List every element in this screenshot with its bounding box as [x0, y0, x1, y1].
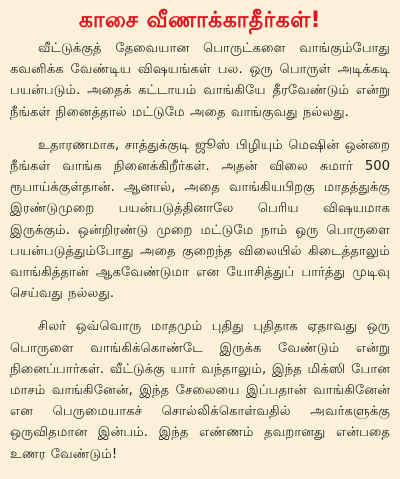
paragraph-2: உதாரணமாக, சாத்துக்குடி ஜூஸ் பிழியும் மெஷின் ஒன்றை நீங்கள் வாங்க நினைக்கிறீர்கள். அதன் விலை சுமார் 500 ரூபாய்க்குள்தான். ஆனால், அதை வாங்கியபிறகு மாதத்துக்கு இரண்டுமுறை பயன்படுத்தினாலே பெரிய விஷயமாக இருக்கும். ஒன்றிரண்டு முறை மட்டுமே நாம் ஒரு பொருளை பயன்படுத்தும்போது அதை குறைந்த விலையில் கிடைத்தாலும் வாங்கித்தான் ஆகவேண்டுமா என யோசித்துப் பார்த்து முடிவு செய்வது நல்லது.: [10, 137, 390, 302]
paragraph-1: வீட்டுக்குத் தேவையான பொருட்களை வாங்கும்போது கவனிக்க வேண்டிய விஷயங்கள் பல. ஒரு பொருள் அடிக்கடி பயன்படும். அதைக் கட்டாயம் வாங்கியே தீரவேண்டும் என்று நீங்கள் நினைத்தால் மட்டுமே அதை வாங்குவது நல்லது.: [10, 41, 390, 120]
paragraph-3: சிலர் ஒவ்வொரு மாதமும் புதிது புதிதாக ஏதாவது ஒரு பொருளை வாங்கிக்கொண்டே இருக்க வேண்டும் என்று நினைப்பார்கள். வீட்டுக்கு யார் வந்தாலும், இந்த மிக்ஸி போன மாசம் வாங்கினேன், இந்த சேலையை இப்பதான் வாங்கினேன் என பெருமையாகச் சொல்லிக்கொள்வதில் அவர்களுக்கு ஒருவிதமான இன்பம். இந்த எண்ணம் தவறானது என்பதை உணர வேண்டும்!: [10, 319, 390, 462]
article-title: காசை வீணாக்காதீர்கள்!: [78, 8, 322, 33]
